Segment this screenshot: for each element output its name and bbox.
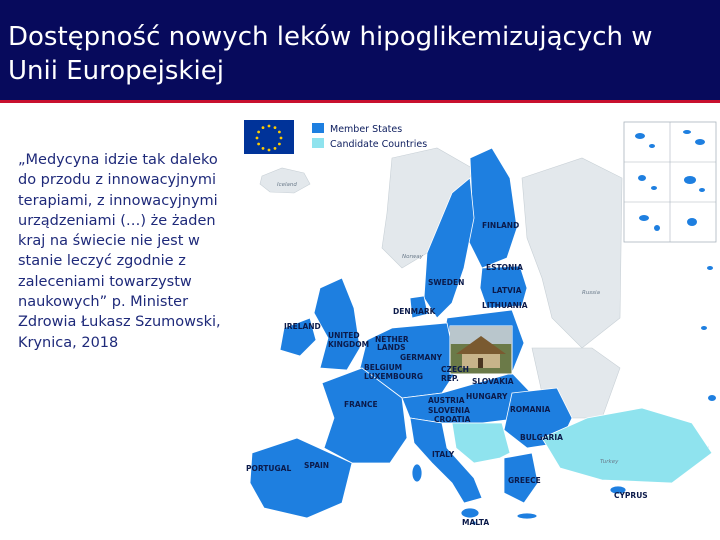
label-croatia: CROATIA [434,415,471,424]
eu-map-svg [242,118,720,540]
label-uk-1: UNITED [328,331,360,340]
label-france: FRANCE [344,400,378,409]
western-balkans-shape [452,423,510,463]
iceland-shape [260,168,310,193]
label-belgium: BELGIUM [364,363,403,372]
label-germany: GERMANY [400,353,443,362]
label-lithuania: LITHUANIA [482,301,528,310]
label-romania: ROMANIA [510,405,551,414]
label-cyprus: CYPRUS [614,491,648,500]
title-underline [0,100,720,103]
russia-label: Russia [582,290,600,296]
label-italy: ITALY [432,450,455,459]
label-estonia: ESTONIA [486,263,523,272]
label-spain: SPAIN [304,461,330,470]
uk-shape [314,278,360,370]
iceland-label: Iceland [277,182,297,188]
label-malta: MALTA [462,518,490,527]
label-finland: FINLAND [482,221,520,230]
label-portugal: PORTUGAL [246,464,292,473]
label-uk-2: KINGDOM [328,340,370,349]
legend-member-swatch [312,123,324,133]
label-ireland: IRELAND [284,322,321,331]
label-bulgaria: BULGARIA [520,433,563,442]
crete-shape [517,513,537,519]
right-edge-islands [701,266,716,450]
eu-flag-icon [244,120,294,154]
label-netherlands-1: NETHER [375,335,409,344]
label-sweden: SWEDEN [428,278,465,287]
label-greece: GREECE [508,476,541,485]
norway-label: Norway [402,254,423,260]
label-czech-2: REP. [441,374,459,383]
label-slovakia: SLOVAKIA [472,377,514,386]
quote-text: „Medycyna idzie tak daleko do przodu z innowacyjnymi terapiami, z innowacyjnymi urządzeniami (…) że żaden kraj na świecie nie jest w stanie leczyć zgodnie z zaleceniami towarzystw naukowych” p. Minister Zdrowia Łukasz Szumowski, Krynica, 2018 [18,152,221,351]
map-legend [312,123,427,150]
sicily-shape [461,508,479,518]
eu-map [242,118,720,540]
label-slovenia: SLOVENIA [428,406,470,415]
label-luxembourg: LUXEMBOURG [364,372,424,381]
legend-member-label: Member States [330,124,403,135]
label-turkey: Turkey [600,459,619,465]
sardinia-corsica-shape [412,464,422,482]
legend-candidate-swatch [312,138,324,148]
label-netherlands-2: LANDS [377,343,406,352]
label-czech-1: CZECH [441,365,469,374]
label-latvia: LATVIA [492,286,522,295]
label-austria: AUSTRIA [428,396,465,405]
label-hungary: HUNGARY [466,392,508,401]
legend-candidate-label: Candidate Countries [330,139,428,150]
overseas-inset [624,122,716,242]
slide-title: Dostępność nowych leków hipoglikemizujących w Unii Europejskiej [8,22,653,86]
label-denmark: DENMARK [393,307,436,316]
